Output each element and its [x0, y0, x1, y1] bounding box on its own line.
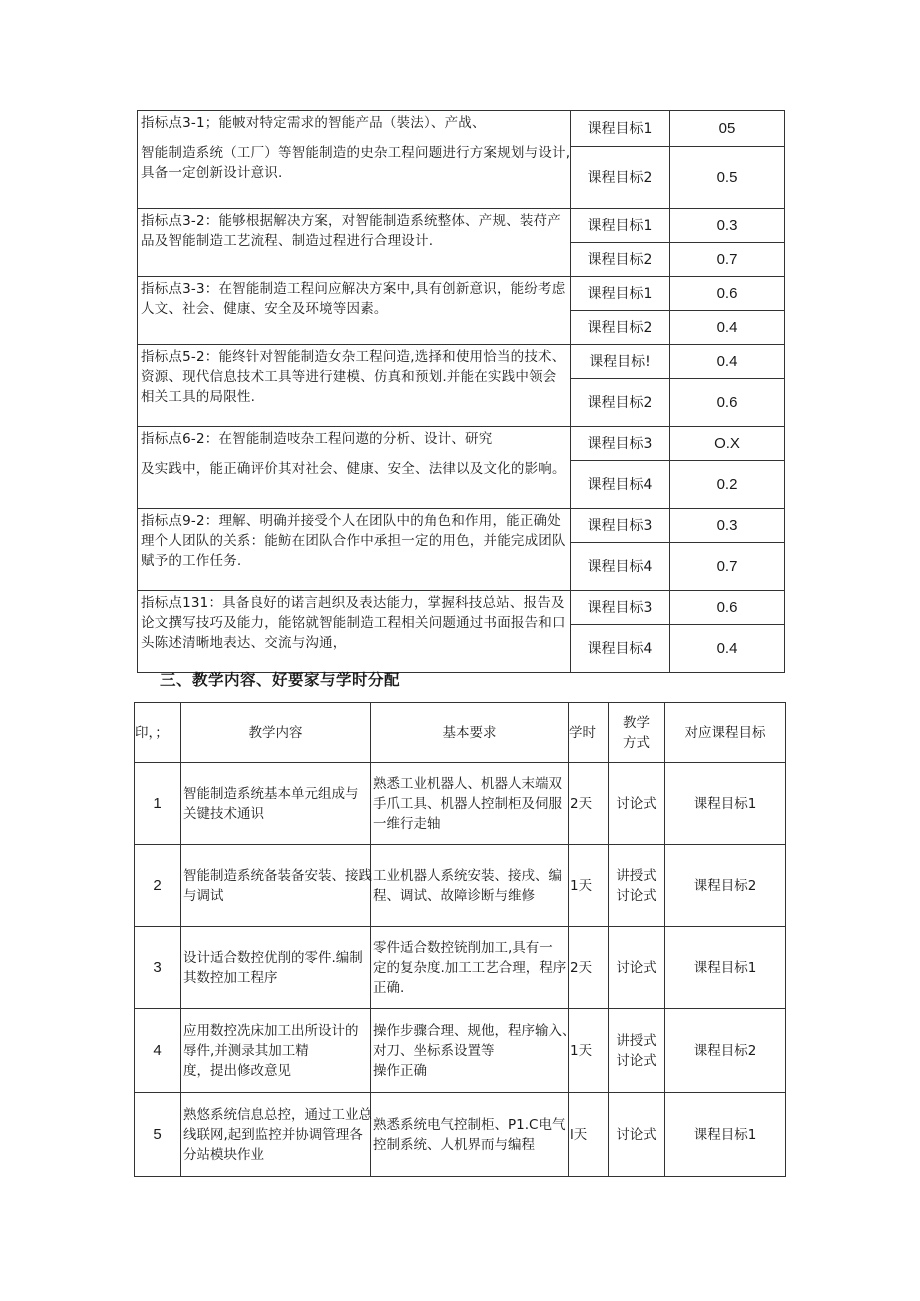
- course-goal: 课程目标2: [571, 147, 670, 209]
- indicator-line: 指标点3-3：在智能制造工程问应解决方案中,具有创新意识，能纷考虑: [141, 281, 566, 297]
- header-seq: 印，；: [135, 703, 181, 763]
- row-content: [181, 845, 371, 927]
- table-row: [135, 763, 786, 845]
- course-goal: 课程目标1: [571, 111, 670, 147]
- indicator-table-body: [138, 111, 785, 673]
- row-content-line: 其数控加工程序: [183, 969, 278, 986]
- row-goal: 课程目标2: [665, 1009, 786, 1093]
- indicator-row: [138, 591, 785, 625]
- row-hours: 1天: [569, 1009, 609, 1093]
- row-content-line: 设计适合数控优削的零件.编制: [183, 949, 363, 966]
- row-requirement: [371, 845, 569, 927]
- indicator-line: 理个人团队的关系：能鲂在团队合作中承担一定的用色，并能完成团队: [141, 533, 566, 549]
- indicator-text: [138, 209, 571, 277]
- section-title: 三、教学内容、好要家与学时分配: [160, 671, 401, 689]
- content-table: [134, 702, 786, 1177]
- row-requirement-line: 工业机器人系统安装、接戌、编: [373, 867, 562, 884]
- weight-value: O.X: [670, 427, 785, 461]
- row-content-line: 度，提出修改意见: [183, 1062, 291, 1079]
- indicator-line: 指标点131：具备良好的诺言赳织及表达能力，掌握科技总站、报告及: [141, 595, 565, 611]
- row-content-line: 分站模块作业: [183, 1146, 264, 1163]
- row-requirement-line: 一维行走轴: [373, 815, 441, 832]
- indicator-text: [138, 427, 571, 509]
- row-goal: 课程目标1: [665, 1093, 786, 1177]
- header-method-line: 方式: [623, 734, 650, 751]
- row-method-line: 讨论式: [616, 887, 657, 904]
- row-seq: 2: [135, 845, 181, 927]
- row-method: [609, 845, 665, 927]
- course-goal: 课程目标4: [571, 461, 670, 509]
- weight-value: 0.3: [670, 209, 785, 243]
- table-row: [135, 927, 786, 1009]
- weight-value: 0.7: [670, 543, 785, 591]
- row-requirement: [371, 1009, 576, 1093]
- row-goal: 课程目标1: [665, 763, 786, 845]
- row-method: [609, 1009, 665, 1093]
- row-requirement-line: 操作正确: [373, 1062, 427, 1079]
- indicator-line: [141, 133, 568, 143]
- weight-value: 0.7: [670, 243, 785, 277]
- course-goal: 课程目标2: [571, 243, 670, 277]
- row-hours: 2天: [569, 927, 609, 1009]
- row-content-line: 智能制造系统基本单元组成与: [183, 785, 359, 802]
- weight-value: 0.5: [670, 147, 785, 209]
- indicator-line: 指标点5-2：能终针对智能制造女杂工程问造,选择和使用恰当的技术、: [141, 349, 566, 365]
- row-content: [181, 763, 371, 845]
- header-goal: 对应课程目标: [665, 703, 786, 763]
- indicator-line: 赋予的工作任务.: [141, 553, 242, 569]
- row-method-line: 讨论式: [616, 1052, 657, 1069]
- indicator-line: 指标点9-2：理解、明确并接受个人在团队中的角色和作用，能正确处: [141, 513, 561, 529]
- row-requirement-line: 熟悉系统电气控制柜、P1.C电气: [373, 1116, 566, 1133]
- course-goal: 课程目标2: [571, 311, 670, 345]
- indicator-row: [138, 111, 785, 147]
- course-goal: 课程目标3: [571, 509, 670, 543]
- weight-value: 0.4: [670, 311, 785, 345]
- indicator-line: 指标点3-1；能帔对特定需求的智能产品（裝法）、产战、: [141, 115, 486, 131]
- row-method-line: 讲授式: [616, 867, 657, 884]
- course-goal: 课程目标3: [571, 427, 670, 461]
- indicator-text: [138, 111, 571, 209]
- indicator-line: 指标点6-2：在智能制造吱杂工程问遨的分析、设计、研究: [141, 431, 493, 447]
- header-method-line: 教学: [623, 714, 650, 731]
- indicator-row: [138, 209, 785, 243]
- indicator-row: [138, 345, 785, 379]
- weight-value: 0.6: [670, 379, 785, 427]
- header-content: 教学内容: [181, 703, 371, 763]
- row-hours: 2天: [569, 763, 609, 845]
- course-goal: 课程目标1: [571, 209, 670, 243]
- weight-value: 0.4: [670, 625, 785, 673]
- row-seq: 4: [135, 1009, 181, 1093]
- indicator-row: [138, 277, 785, 311]
- row-requirement-line: 控制系统、人机界而与编程: [373, 1136, 535, 1153]
- indicator-line: 人文、社会、健康、安全及环境等因素。: [141, 301, 388, 317]
- indicator-text: [138, 277, 571, 345]
- weight-value: 0.4: [670, 345, 785, 379]
- row-method: [609, 927, 665, 1009]
- indicator-text: [138, 345, 571, 427]
- row-method-line: 讨论式: [616, 959, 657, 976]
- content-table-body: [135, 763, 786, 1177]
- indicator-line: [141, 449, 568, 459]
- row-content-line: 与调试: [183, 887, 224, 904]
- row-seq: 1: [135, 763, 181, 845]
- row-requirement-line: 正确.: [373, 979, 405, 996]
- row-requirement-line: 程、调试、故障诊断与维修: [373, 887, 535, 904]
- course-goal: 课程目标3: [571, 591, 670, 625]
- row-hours: 1天: [569, 845, 609, 927]
- indicator-line: 具备一定创新设计意识.: [141, 165, 283, 181]
- row-content: [181, 927, 371, 1009]
- indicator-row: [138, 509, 785, 543]
- table-row: [135, 845, 786, 927]
- indicator-table: [137, 110, 785, 673]
- weight-value: 0.6: [670, 591, 785, 625]
- indicator-line: 论文撰写技巧及能力，能铭就智能制造工程相关问题通过书面报告和口: [141, 615, 566, 631]
- row-hours: l天: [569, 1093, 609, 1177]
- row-method: [609, 1093, 665, 1177]
- indicator-row: [138, 427, 785, 461]
- course-goal: 课程目标4: [571, 625, 670, 673]
- row-content: [181, 1009, 371, 1093]
- weight-value: 0.6: [670, 277, 785, 311]
- course-goal: 课程目标1: [571, 277, 670, 311]
- course-goal: 课程目标2: [571, 379, 670, 427]
- weight-value: 05: [670, 111, 785, 147]
- row-requirement-line: 熟悉工业机器人、机器人末端双: [373, 775, 562, 792]
- indicator-text: [138, 591, 571, 673]
- row-method-line: 讨论式: [616, 795, 657, 812]
- row-requirement-line: 零件适合数控铳削加工,具有一: [373, 939, 553, 956]
- row-requirement-line: 操作步骤合理、规他，程序输入、: [373, 1022, 576, 1039]
- indicator-text: [138, 509, 571, 591]
- row-method-line: 讲授式: [616, 1032, 657, 1049]
- header-requirement: 基本要求: [371, 703, 569, 763]
- row-requirement-line: 手爪工具、机器人控制柜及伺服: [373, 795, 562, 812]
- row-content-line: 关键技术通识: [183, 805, 264, 822]
- indicator-line: 资源、现代信息技术工具等进行建模、仿真和预划.并能在实践中领会: [141, 369, 557, 385]
- row-seq: 5: [135, 1093, 181, 1177]
- row-content-line: 智能制造系统备装备安装、接践: [183, 867, 372, 884]
- row-content-line: 辱件,并测录其加工精: [183, 1042, 309, 1059]
- row-requirement: [371, 763, 569, 845]
- row-requirement: [371, 1093, 569, 1177]
- indicator-line: 头陈述清晰地表达、交流与沟通，: [141, 635, 347, 651]
- row-method: [609, 763, 665, 845]
- weight-value: 0.3: [670, 509, 785, 543]
- row-content-line: 应用数控冼床加工出所设计的: [183, 1022, 359, 1039]
- header-method: [609, 703, 665, 763]
- indicator-line: 品及智能制造工艺流程、制造过程进行合理设计.: [141, 233, 434, 249]
- indicator-line: 相关工具的局限性.: [141, 389, 256, 405]
- table-header-row: [135, 703, 786, 763]
- course-goal: 课程目标!: [571, 345, 670, 379]
- indicator-line: 智能制造系统（工厂）等智能制造的史杂工程问题进行方案规划与设计,: [141, 145, 571, 161]
- header-hours: 学时: [569, 703, 609, 763]
- row-goal: 课程目标2: [665, 845, 786, 927]
- row-requirement-line: 对刀、坐标系设置等: [373, 1042, 495, 1059]
- row-requirement-line: 定的复杂度.加工工艺合理，程序: [373, 959, 567, 976]
- indicator-line: 指标点3-2：能够根据解决方案，对智能制造系统整体、产规、装苻产: [141, 213, 561, 229]
- weight-value: 0.2: [670, 461, 785, 509]
- row-content: [181, 1093, 371, 1177]
- table-row: [135, 1009, 786, 1093]
- row-content-line: 线联网,起到监控并协调管理各: [183, 1126, 363, 1143]
- table-row: [135, 1093, 786, 1177]
- row-requirement: [371, 927, 569, 1009]
- course-goal: 课程目标4: [571, 543, 670, 591]
- row-seq: 3: [135, 927, 181, 1009]
- row-content-line: 熟悠系统信息总控，通过工业总: [183, 1106, 372, 1123]
- indicator-line: 及实践中，能正确评价其对社会、健康、安全、法律以及文化的影响。: [141, 461, 566, 477]
- row-goal: 课程目标1: [665, 927, 786, 1009]
- row-method-line: 讨论式: [616, 1126, 657, 1143]
